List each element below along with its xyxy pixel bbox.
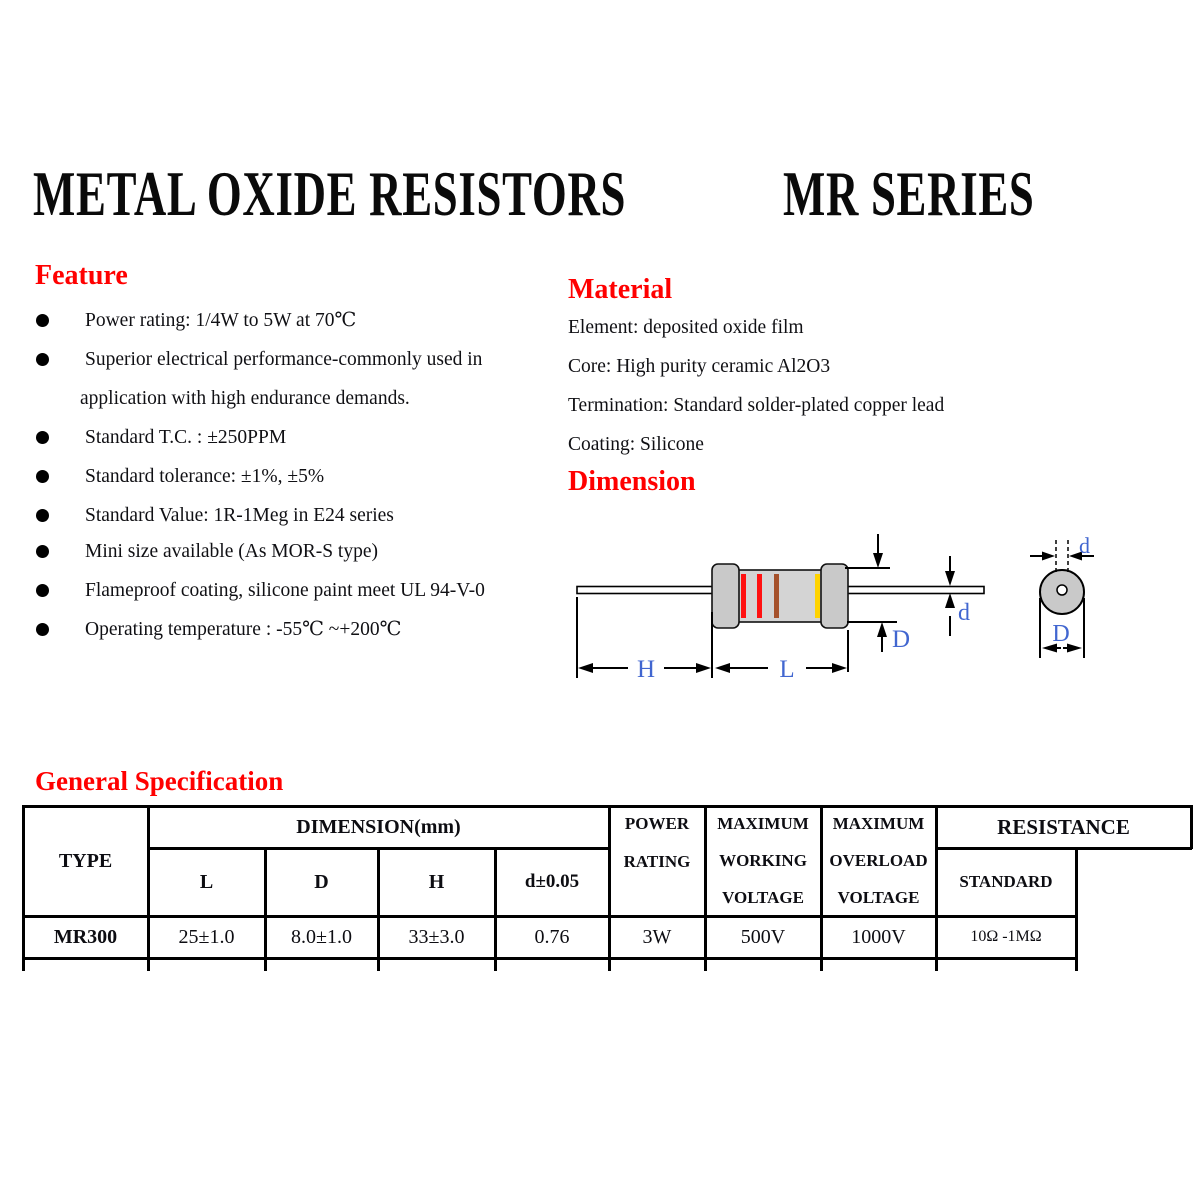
feature-item: Standard Value: 1R-1Meg in E24 series — [85, 505, 394, 526]
dim-label-h: H — [636, 656, 656, 683]
col-header-d: D — [314, 870, 329, 893]
col-header-type: TYPE — [58, 849, 113, 872]
bullet-icon — [36, 623, 49, 636]
feature-item-continuation: application with high endurance demands. — [80, 388, 410, 409]
resistor-cap-right — [821, 564, 848, 628]
material-item: Coating: Silicone — [568, 434, 704, 455]
row-resistance: 10Ω -1MΩ — [970, 928, 1042, 945]
feature-item: Power rating: 1/4W to 5W at 70℃ — [85, 310, 357, 331]
row-d: 8.0±1.0 — [291, 925, 352, 948]
row-type: MR300 — [53, 925, 118, 948]
feature-item: Standard T.C. : ±250PPM — [85, 427, 287, 448]
arrow-down-icon — [945, 571, 955, 586]
arrow-up-icon — [945, 593, 955, 608]
dimension-diagram — [555, 515, 1200, 690]
series-title: MR SERIES — [783, 158, 1035, 229]
general-spec-heading: General Specification — [35, 766, 284, 796]
row-l: 25±1.0 — [178, 925, 235, 948]
dim-label-l: L — [779, 656, 795, 683]
col-header-standard: STANDARD — [959, 872, 1053, 891]
col-header-power-rating — [608, 805, 706, 917]
arrow-down-icon — [873, 553, 883, 568]
feature-item: Standard tolerance: ±1%, ±5% — [85, 466, 325, 487]
header-line: VOLTAGE — [837, 888, 920, 908]
band-red-1 — [741, 574, 746, 618]
material-item: Element: deposited oxide film — [568, 317, 804, 338]
col-header-h: H — [428, 870, 445, 893]
spec-table — [22, 805, 1197, 975]
header-line: MAXIMUM — [832, 813, 925, 833]
band-red-2 — [757, 574, 762, 618]
lead-right — [846, 587, 984, 594]
bullet-icon — [36, 509, 49, 522]
row-d-tolerance: 0.76 — [534, 925, 570, 948]
material-item: Termination: Standard solder-plated copper lead — [568, 395, 945, 416]
row-h: 33±3.0 — [408, 925, 465, 948]
dim-label-end-lead: d — [1079, 533, 1090, 558]
col-header-d-tolerance: d±0.05 — [524, 871, 580, 892]
row-overload-voltage: 1000V — [851, 925, 906, 948]
feature-item: Mini size available (As MOR-S type) — [85, 541, 378, 562]
bullet-icon — [36, 470, 49, 483]
header-line: WORKING — [719, 850, 807, 870]
feature-item: Superior electrical performance-commonly used in — [85, 349, 483, 370]
bullet-icon — [36, 353, 49, 366]
arrow-right-icon — [1042, 552, 1055, 561]
feature-item: Operating temperature : -55℃ ~+200℃ — [85, 619, 402, 640]
col-header-max-working-voltage — [704, 805, 822, 917]
col-header-max-overload-voltage — [820, 805, 937, 917]
material-heading: Material — [568, 274, 673, 305]
band-brown — [774, 574, 779, 618]
header-line: OVERLOAD — [829, 850, 928, 870]
row-power: 3W — [642, 925, 672, 948]
arrow-right-icon — [696, 663, 711, 673]
dim-label-body-diameter: D — [892, 626, 911, 653]
bullet-icon — [36, 314, 49, 327]
dim-label-end-diameter: D — [1052, 621, 1070, 647]
row-working-voltage: 500V — [740, 925, 786, 948]
header-line: VOLTAGE — [722, 888, 804, 908]
resistor-cap-left — [712, 564, 739, 628]
bullet-icon — [36, 584, 49, 597]
band-yellow — [815, 574, 820, 618]
feature-heading: Feature — [35, 260, 128, 291]
feature-item: Flameproof coating, silicone paint meet UL 94-V-0 — [85, 580, 485, 601]
bullet-icon — [36, 431, 49, 444]
bullet-icon — [36, 545, 49, 558]
arrow-right-icon — [832, 663, 847, 673]
col-header-l: L — [199, 870, 214, 893]
col-group-resistance: RESISTANCE — [997, 814, 1130, 839]
page-title: METAL OXIDE RESISTORS — [33, 158, 627, 229]
lead-left — [577, 587, 716, 594]
header-line: MAXIMUM — [717, 813, 809, 833]
arrow-up-icon — [877, 622, 887, 637]
header-line: RATING — [623, 852, 691, 871]
dimension-heading: Dimension — [568, 466, 696, 497]
col-group-dimension: DIMENSION(mm) — [296, 815, 461, 838]
header-line: POWER — [624, 814, 690, 833]
table-border — [22, 957, 1077, 960]
dim-label-lead-diameter: d — [958, 600, 970, 626]
end-view-lead-hole — [1057, 585, 1067, 595]
material-item: Core: High purity ceramic Al2O3 — [568, 356, 831, 377]
